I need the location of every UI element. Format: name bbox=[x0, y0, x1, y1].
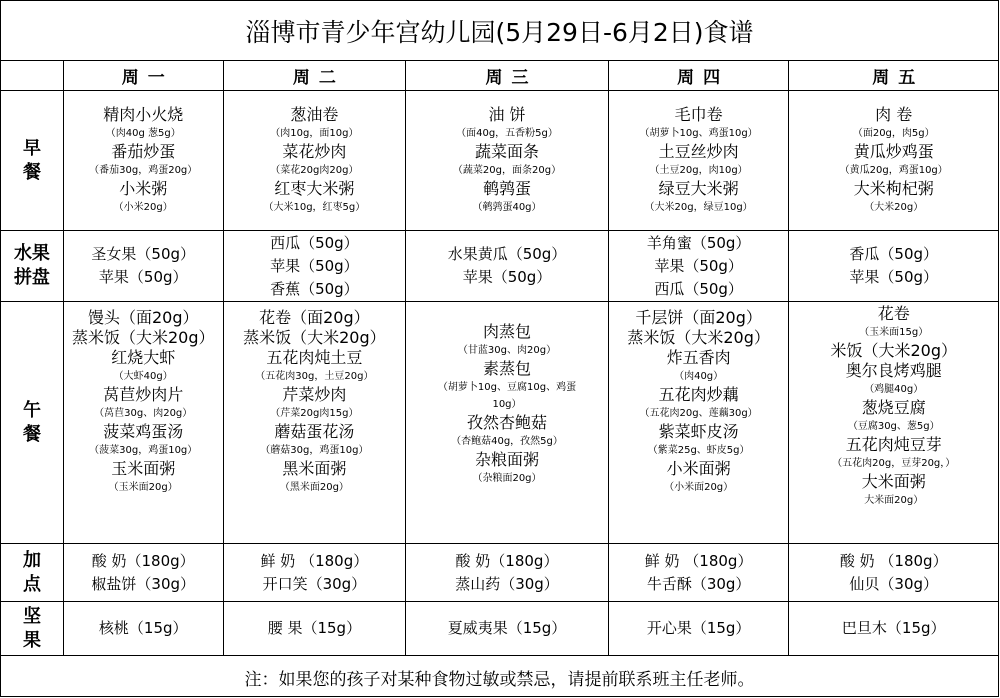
meal-label-cell bbox=[1, 302, 64, 543]
meal-label-cell bbox=[1, 602, 64, 655]
ingredient-note: （玉米面20g） bbox=[108, 482, 178, 493]
dish-name: 蒸米饭（大米20g） bbox=[627, 328, 770, 347]
ingredient-note: （大米20g） bbox=[864, 202, 924, 213]
ingredient-note: （胡萝卜10g、鸡蛋10g） bbox=[639, 128, 758, 139]
ingredient-note: （土豆20g，肉10g） bbox=[649, 165, 748, 176]
ingredient-note: （面40g，五香粉5g） bbox=[456, 128, 558, 139]
menu-item-text: 鲜 奶 （180g） bbox=[260, 551, 369, 570]
menu-item-text: 核桃（15g） bbox=[98, 619, 188, 637]
lunch-row bbox=[1, 302, 998, 544]
nuts-cell bbox=[609, 602, 790, 655]
dish-name: 鹌鹑蛋 bbox=[482, 179, 531, 198]
ingredient-note: （小米面20g） bbox=[664, 482, 734, 493]
ingredient-note: （肉10g，面10g） bbox=[270, 128, 359, 139]
menu-item-text: 巴旦木（15g） bbox=[841, 619, 946, 637]
snack-cell bbox=[64, 544, 224, 601]
lunch-cell bbox=[406, 302, 609, 543]
dish-name: 杂粮面粥 bbox=[474, 450, 539, 469]
weekday-label: 周五 bbox=[872, 68, 925, 88]
dish-name: 炸五香肉 bbox=[666, 348, 731, 367]
nuts-cell bbox=[64, 602, 224, 655]
dish-name: 绿豆大米粥 bbox=[658, 179, 739, 198]
breakfast-cell bbox=[64, 91, 224, 230]
ingredient-note: （黑米面20g） bbox=[279, 482, 349, 493]
dish-name: 菜花炒肉 bbox=[282, 142, 347, 161]
dish-name: 花卷 bbox=[877, 304, 910, 323]
ingredient-note: （面20g，肉5g） bbox=[852, 128, 935, 139]
menu-item-text: 西瓜（50g） bbox=[654, 279, 743, 298]
meal-label: 果 bbox=[22, 629, 41, 651]
ingredient-note: （蔬菜20g，面条20g） bbox=[452, 165, 562, 176]
snack-cell bbox=[224, 544, 407, 601]
dish-name: 油 饼 bbox=[488, 105, 526, 124]
ingredient-note: （蘑菇30g，鸡蛋10g） bbox=[260, 445, 369, 456]
dish-name: 肉蒸包 bbox=[482, 322, 531, 341]
dish-name: 花卷（面20g） bbox=[259, 308, 370, 327]
fruit-cell bbox=[789, 231, 998, 301]
lunch-cell bbox=[789, 302, 998, 543]
lunch-cell bbox=[64, 302, 224, 543]
menu-item-text: 牛舌酥（30g） bbox=[646, 574, 751, 593]
ingredient-note: （小米20g） bbox=[113, 202, 173, 213]
menu-item-text: 苹果（50g） bbox=[849, 268, 939, 286]
nuts-cell bbox=[406, 602, 609, 655]
fruit-cell bbox=[609, 231, 790, 301]
ingredient-note: （甘蓝30g、肉20g） bbox=[457, 345, 557, 356]
ingredient-note: （五花肉20g，豆芽20g，） bbox=[832, 458, 956, 469]
meal-label: 餐 bbox=[22, 161, 41, 183]
snack-cell bbox=[406, 544, 609, 601]
dish-name: 千层饼（面20g） bbox=[635, 308, 762, 327]
dish-name: 素蒸包 bbox=[482, 359, 531, 378]
meal-label: 早 bbox=[22, 137, 41, 159]
ingredient-note: （菜花20g肉20g） bbox=[270, 165, 359, 176]
page-title: 淄博市青少年宫幼儿园(5月29日-6月2日)食谱 bbox=[1, 1, 998, 61]
dish-name: 葱烧豆腐 bbox=[861, 398, 926, 417]
ingredient-note: （杏鲍菇40g，孜然5g） bbox=[451, 436, 563, 447]
ingredient-note: （芹菜20g肉15g） bbox=[270, 408, 359, 419]
menu-item-text: 苹果（50g） bbox=[98, 268, 188, 286]
dish-name: 馒头（面20g） bbox=[87, 308, 199, 327]
snack-cell bbox=[789, 544, 998, 601]
menu-item-text: 椒盐饼（30g） bbox=[91, 574, 196, 593]
breakfast-cell bbox=[609, 91, 790, 230]
dish-name: 精肉小火烧 bbox=[103, 105, 184, 124]
nuts-row bbox=[1, 602, 998, 656]
weekday-header-row bbox=[1, 61, 998, 91]
dish-name: 米饭（大米20g） bbox=[830, 341, 957, 360]
menu-item-text: 蒸山药（30g） bbox=[455, 574, 559, 593]
ingredient-note: （番茄30g，鸡蛋20g） bbox=[89, 165, 198, 176]
header-corner bbox=[1, 61, 64, 90]
dish-name: 番茄炒蛋 bbox=[111, 142, 176, 161]
ingredient-note: （莴苣30g、肉20g） bbox=[94, 408, 193, 419]
dish-name: 玉米面粥 bbox=[111, 459, 176, 478]
ingredient-note: （紫菜25g、虾皮5g） bbox=[647, 445, 750, 456]
menu-item-text: 开口笑（30g） bbox=[262, 574, 367, 593]
menu-item-text: 夏威夷果（15g） bbox=[447, 619, 567, 637]
weekday-header bbox=[224, 61, 407, 90]
lunch-cell bbox=[609, 302, 790, 543]
dish-name: 五花肉炒藕 bbox=[658, 385, 739, 404]
meal-label: 餐 bbox=[22, 423, 41, 445]
meal-label-cell bbox=[1, 544, 64, 601]
menu-item-text: 酸 奶（180g） bbox=[91, 551, 195, 570]
menu-item-text: 苹果（50g） bbox=[270, 256, 359, 275]
dish-name: 葱油卷 bbox=[290, 105, 339, 124]
dish-name: 土豆丝炒肉 bbox=[658, 142, 739, 161]
dish-name: 菠菜鸡蛋汤 bbox=[103, 422, 184, 441]
menu-item-text: 苹果（50g） bbox=[462, 268, 552, 286]
menu-item-text: 羊角蜜（50g） bbox=[646, 233, 751, 252]
weekday-header bbox=[64, 61, 224, 90]
dish-name: 莴苣炒肉片 bbox=[103, 385, 184, 404]
menu-item-text: 开心果（15g） bbox=[646, 619, 751, 637]
ingredient-note: （杂粮面20g） bbox=[472, 473, 542, 484]
ingredient-note: （肉40g 葱5g） bbox=[105, 128, 181, 139]
menu-item-text: 酸 奶（180g） bbox=[455, 551, 559, 570]
dish-name: 五花肉炖豆芽 bbox=[845, 435, 942, 454]
ingredient-note: （肉40g） bbox=[674, 371, 724, 382]
dish-name: 黑米面粥 bbox=[282, 459, 347, 478]
ingredient-note: 大米面20g） bbox=[864, 495, 924, 506]
dish-name: 蒸米饭（大米20g） bbox=[71, 328, 215, 347]
menu-item-text: 香瓜（50g） bbox=[849, 245, 939, 263]
menu-item-text: 圣女果（50g） bbox=[91, 245, 196, 263]
breakfast-cell bbox=[789, 91, 998, 230]
dish-name: 小米面粥 bbox=[666, 459, 731, 478]
fruit-row bbox=[1, 231, 998, 302]
dish-name: 蔬菜面条 bbox=[474, 142, 539, 161]
meal-label: 拼盘 bbox=[13, 267, 50, 288]
meal-label: 点 bbox=[22, 573, 41, 595]
footer-note: 注：如果您的孩子对某种食物过敏或禁忌，请提前联系班主任老师。 bbox=[244, 669, 755, 690]
ingredient-note: （大虾40g） bbox=[113, 371, 173, 382]
snack-row bbox=[1, 544, 998, 602]
dish-name: 红烧大虾 bbox=[111, 348, 176, 367]
weekday-label: 周三 bbox=[485, 68, 538, 88]
ingredient-note: （大米10g，红枣5g） bbox=[263, 202, 366, 213]
menu-item-text: 水果黄瓜（50g） bbox=[447, 245, 567, 263]
fruit-cell bbox=[64, 231, 224, 301]
ingredient-note: （豆腐30g、葱5g） bbox=[847, 421, 940, 432]
weekday-label: 周四 bbox=[677, 68, 730, 88]
weekday-label: 周一 bbox=[121, 68, 174, 88]
dish-name: 黄瓜炒鸡蛋 bbox=[853, 142, 934, 161]
ingredient-note: （鸡腿40g） bbox=[864, 384, 924, 395]
menu-item-text: 腰 果（15g） bbox=[267, 619, 362, 637]
fruit-cell bbox=[406, 231, 609, 301]
meal-label-cell bbox=[1, 91, 64, 230]
ingredient-note: （五花肉20g、莲藕30g） bbox=[639, 408, 758, 419]
fruit-cell bbox=[224, 231, 407, 301]
dish-name: 芹菜炒肉 bbox=[282, 385, 347, 404]
ingredient-note: 10g） bbox=[492, 399, 522, 410]
meal-label: 坚 bbox=[22, 605, 41, 627]
weekday-header bbox=[406, 61, 609, 90]
dish-name: 蒸米饭（大米20g） bbox=[243, 328, 386, 347]
nuts-cell bbox=[224, 602, 407, 655]
breakfast-cell bbox=[224, 91, 407, 230]
meal-label: 水果 bbox=[13, 243, 50, 264]
dish-name: 孜然杏鲍菇 bbox=[466, 413, 547, 432]
meal-label: 午 bbox=[22, 399, 41, 421]
dish-name: 小米粥 bbox=[119, 179, 168, 198]
ingredient-note: （鹌鹑蛋40g） bbox=[472, 202, 542, 213]
menu-item-text: 香蕉（50g） bbox=[270, 279, 359, 298]
weekday-header bbox=[789, 61, 998, 90]
weekday-label: 周二 bbox=[292, 68, 345, 88]
menu-item-text: 酸 奶 （180g） bbox=[839, 551, 948, 570]
menu-item-text: 西瓜（50g） bbox=[270, 233, 359, 252]
lunch-cell bbox=[224, 302, 407, 543]
meal-label: 加 bbox=[22, 549, 41, 571]
ingredient-note: （大米20g，绿豆10g） bbox=[644, 202, 753, 213]
menu-item-text: 苹果（50g） bbox=[654, 256, 743, 275]
ingredient-note: （黄瓜20g，鸡蛋10g） bbox=[839, 165, 948, 176]
ingredient-note: （胡萝卜10g、豆腐10g、鸡蛋 bbox=[437, 382, 577, 393]
breakfast-cell bbox=[406, 91, 609, 230]
dish-name: 红枣大米粥 bbox=[274, 179, 355, 198]
meal-label-cell bbox=[1, 231, 64, 301]
dish-name: 奥尔良烤鸡腿 bbox=[845, 361, 942, 380]
ingredient-note: （五花肉30g，土豆20g） bbox=[255, 371, 374, 382]
dish-name: 毛巾卷 bbox=[674, 105, 723, 124]
menu-item-text: 鲜 奶 （180g） bbox=[644, 551, 753, 570]
nuts-cell bbox=[789, 602, 998, 655]
dish-name: 肉 卷 bbox=[875, 105, 913, 124]
dish-name: 五花肉炖土豆 bbox=[266, 348, 363, 367]
breakfast-row bbox=[1, 91, 998, 231]
dish-name: 紫菜虾皮汤 bbox=[658, 422, 739, 441]
dish-name: 大米枸杞粥 bbox=[853, 179, 934, 198]
weekday-header bbox=[609, 61, 790, 90]
menu-item-text: 仙贝（30g） bbox=[849, 574, 939, 593]
dish-name: 大米面粥 bbox=[861, 472, 926, 491]
snack-cell bbox=[609, 544, 790, 601]
ingredient-note: （菠菜30g，鸡蛋10g） bbox=[89, 445, 198, 456]
ingredient-note: （玉米面15g） bbox=[859, 327, 929, 338]
dish-name: 蘑菇蛋花汤 bbox=[274, 422, 355, 441]
